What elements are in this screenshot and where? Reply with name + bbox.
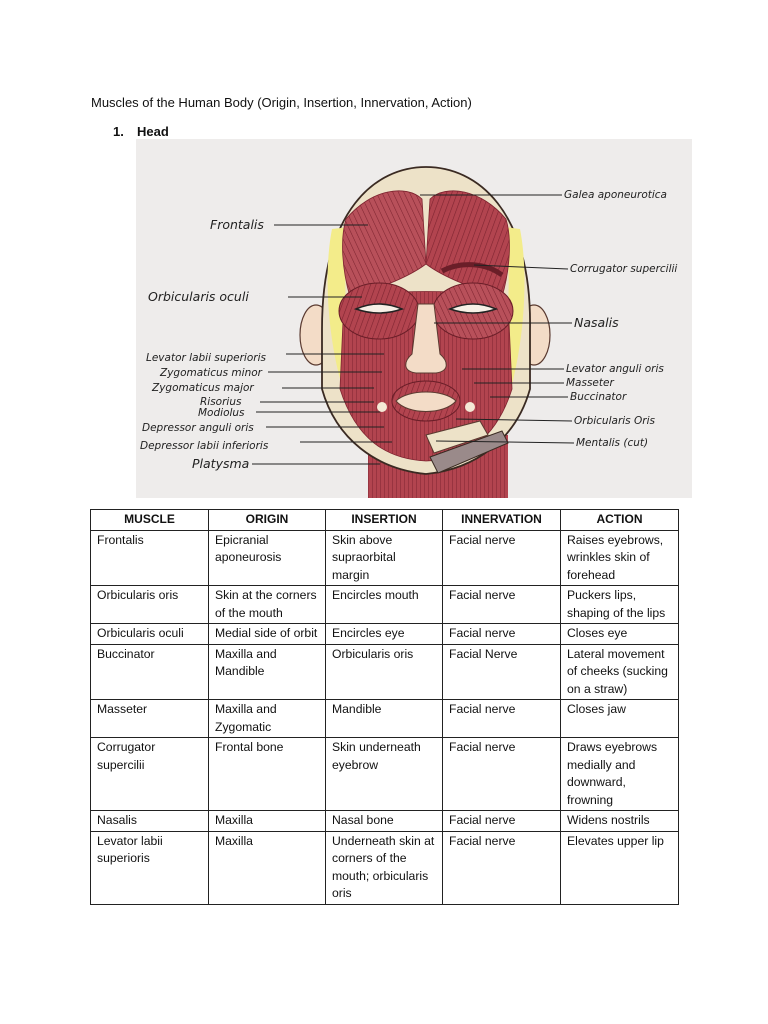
label-depressor-labii-inferioris: Depressor labii inferioris [140,440,269,452]
table-row [91,831,679,904]
cell-innervation: Facial nerve [443,624,561,645]
cell-insertion: Nasal bone [326,811,443,832]
section-number: 1. [113,124,124,139]
cell-muscle: Frontalis [91,530,209,586]
label-frontalis: Frontalis [210,217,264,232]
cell-action: Lateral movement of cheeks (sucking on a straw) [561,644,679,700]
cell-origin: Skin at the corners of the mouth [209,586,326,624]
cell-muscle: Corrugator supercilii [91,738,209,811]
label-mentalis-cut: Mentalis (cut) [576,437,649,449]
modiolus-left [377,402,387,412]
cell-innervation: Facial nerve [443,831,561,904]
table-row [91,811,679,832]
label-levator-labii-superioris: Levator labii superioris [146,352,266,364]
cell-origin: Maxilla and Zygomatic [209,700,326,738]
cell-innervation: Facial nerve [443,738,561,811]
cell-insertion: Encircles mouth [326,586,443,624]
cell-action: Widens nostrils [561,811,679,832]
cell-muscle: Buccinator [91,644,209,700]
table-row [91,738,679,811]
section-heading [113,124,169,139]
cell-origin: Frontal bone [209,738,326,811]
cell-innervation: Facial nerve [443,811,561,832]
modiolus-right [465,402,475,412]
cell-insertion: Underneath skin at corners of the mouth; orbicularis oris [326,831,443,904]
cell-innervation: Facial nerve [443,586,561,624]
cell-origin: Maxilla [209,811,326,832]
label-modiolus: Modiolus [198,407,245,419]
facial-muscles-drawing [136,139,692,498]
header-muscle: MUSCLE [91,510,209,531]
cell-innervation: Facial Nerve [443,644,561,700]
cell-muscle: Orbicularis oculi [91,624,209,645]
label-masseter: Masseter [566,377,614,389]
table-row [91,530,679,586]
muscle-table [90,509,679,905]
label-corrugator-supercilii: Corrugator supercilii [570,263,678,275]
table-row [91,586,679,624]
label-depressor-anguli-oris: Depressor anguli oris [142,422,254,434]
cell-action: Puckers lips, shaping of the lips [561,586,679,624]
header-action: ACTION [561,510,679,531]
header-insertion: INSERTION [326,510,443,531]
label-orbicularis-oris: Orbicularis Oris [574,415,655,427]
label-zygomaticus-major: Zygomaticus major [152,382,254,394]
cell-origin: Maxilla and Mandible [209,644,326,700]
header-origin: ORIGIN [209,510,326,531]
cell-origin: Medial side of orbit [209,624,326,645]
cell-muscle: Masseter [91,700,209,738]
table-row [91,644,679,700]
label-buccinator: Buccinator [570,391,627,403]
cell-innervation: Facial nerve [443,700,561,738]
label-zygomaticus-minor: Zygomaticus minor [160,367,262,379]
cell-origin: Maxilla [209,831,326,904]
cell-innervation: Facial nerve [443,530,561,586]
cell-muscle: Nasalis [91,811,209,832]
cell-insertion: Skin underneath eyebrow [326,738,443,811]
cell-origin: Epicranial aponeurosis [209,530,326,586]
label-galea-aponeurotica: Galea aponeurotica [564,189,667,201]
table-row [91,700,679,738]
cell-action: Elevates upper lip [561,831,679,904]
cell-action: Raises eyebrows, wrinkles skin of forehead [561,530,679,586]
label-levator-anguli-oris: Levator anguli oris [566,363,664,375]
label-platysma: Platysma [192,456,250,471]
cell-muscle: Orbicularis oris [91,586,209,624]
section-title: Head [137,124,169,139]
label-risorius: Risorius [200,396,242,408]
cell-insertion: Encircles eye [326,624,443,645]
table-row [91,624,679,645]
cell-muscle: Levator labii superioris [91,831,209,904]
cell-action: Draws eyebrows medially and downward, frowning [561,738,679,811]
table-header-row [91,510,679,531]
label-nasalis: Nasalis [574,315,619,330]
cell-insertion: Orbicularis oris [326,644,443,700]
cell-action: Closes eye [561,624,679,645]
cell-action: Closes jaw [561,700,679,738]
cell-insertion: Skin above supraorbital margin [326,530,443,586]
document-title: Muscles of the Human Body (Origin, Insertion, Innervation, Action) [91,95,472,110]
label-orbicularis-oculi: Orbicularis oculi [148,289,249,304]
cell-insertion: Mandible [326,700,443,738]
header-innervation: INNERVATION [443,510,561,531]
facial-muscles-illustration [136,139,692,498]
